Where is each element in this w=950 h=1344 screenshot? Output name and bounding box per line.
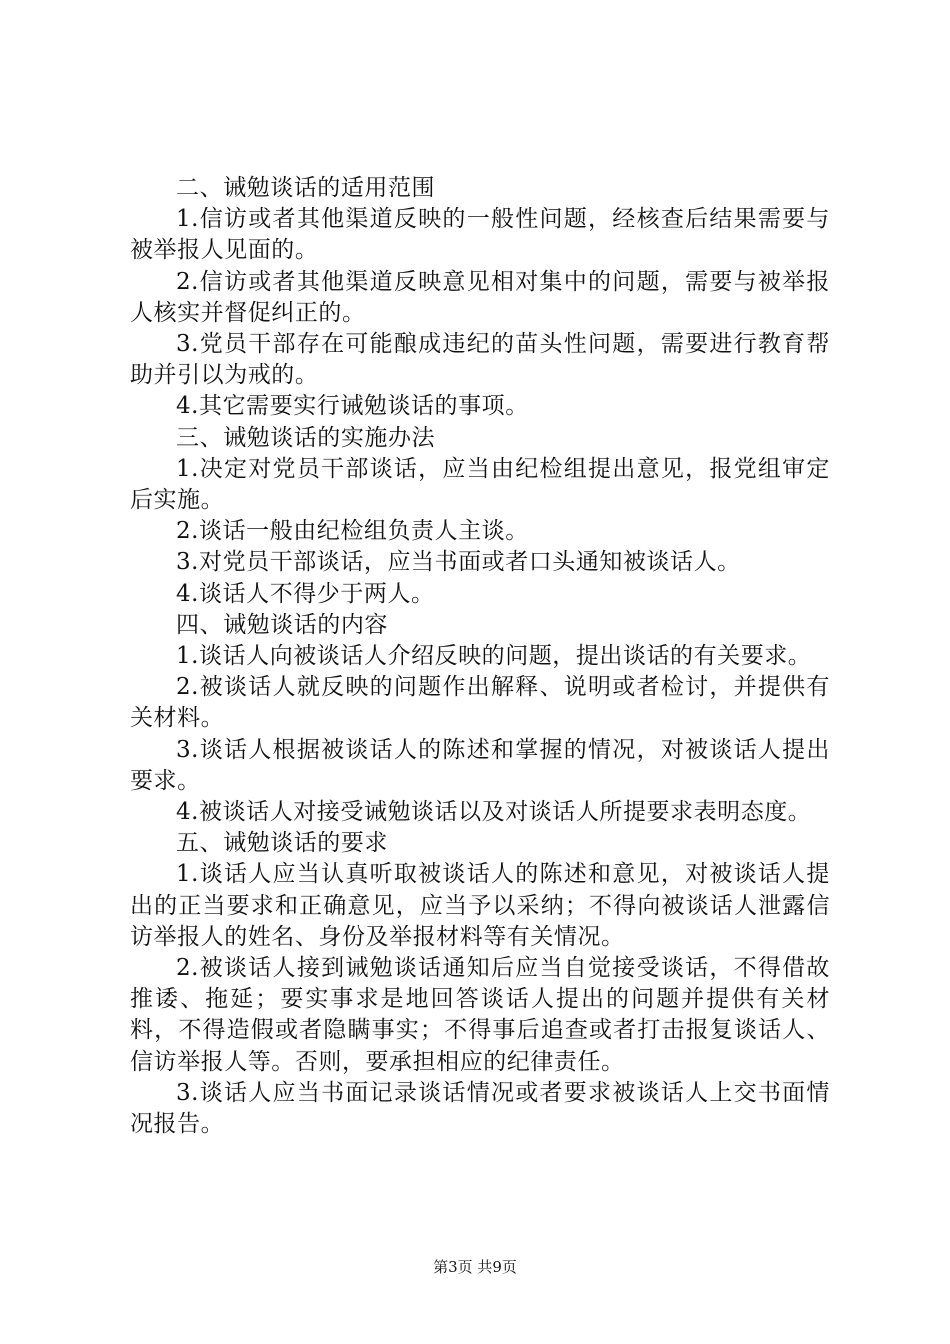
list-item: 1.信访或者其他渠道反映的一般性问题，经核查后结果需要与被举报人见面的。 bbox=[130, 206, 830, 264]
list-item: 4.其它需要实行诫勉谈话的事项。 bbox=[176, 393, 529, 420]
list-item: 2.被谈话人接到诫勉谈话通知后应当自觉接受谈话，不得借故推诿、拖延；要实事求是地回答谈话人提出的问题并提供有关材料，不得造假或者隐瞒事实；不得事后追查或者打击报复谈话人、信访举报人等。否则，要承担相应的纪律责任。 bbox=[130, 955, 830, 1075]
list-item: 3.对党员干部谈话，应当书面或者口头通知被谈话人。 bbox=[176, 549, 741, 576]
list-item: 1.决定对党员干部谈话，应当由纪检组提出意见，报党组审定后实施。 bbox=[130, 455, 830, 514]
list-item: 2.谈话一般由纪检组负责人主谈。 bbox=[176, 518, 529, 545]
list-item: 2.信访或者其他渠道反映意见相对集中的问题，需要与被举报人核实并督促纠正的。 bbox=[130, 268, 830, 326]
section-heading: 四、诫勉谈话的内容 bbox=[176, 611, 388, 638]
list-item: 1.谈话人向被谈话人介绍反映的问题，提出谈话的有关要求。 bbox=[176, 643, 812, 670]
page-number-footer: 第3页 共9页 bbox=[433, 1258, 517, 1276]
list-item: 4.被谈话人对接受诫勉谈话以及对谈话人所提要求表明态度。 bbox=[176, 799, 812, 826]
document-body bbox=[130, 173, 830, 1140]
list-item: 3.党员干部存在可能酿成违纪的苗头性问题，需要进行教育帮助并引以为戒的。 bbox=[130, 331, 830, 389]
section-heading: 二、诫勉谈话的适用范围 bbox=[176, 175, 436, 201]
section-heading: 三、诫勉谈话的实施办法 bbox=[176, 424, 436, 451]
section-heading: 五、诫勉谈话的要求 bbox=[176, 830, 388, 857]
list-item: 2.被谈话人就反映的问题作出解释、说明或者检讨，并提供有关材料。 bbox=[130, 674, 830, 732]
list-item: 3.谈话人根据被谈话人的陈述和掌握的情况，对被谈话人提出要求。 bbox=[130, 736, 830, 794]
list-item: 1.谈话人应当认真听取被谈话人的陈述和意见，对被谈话人提出的正当要求和正确意见，应当予以采纳；不得向被谈话人泄露信访举报人的姓名、身份及举报材料等有关情况。 bbox=[130, 861, 830, 950]
list-item: 3.谈话人应当书面记录谈话情况或者要求被谈话人上交书面情况报告。 bbox=[130, 1079, 830, 1138]
list-item: 4.谈话人不得少于两人。 bbox=[176, 580, 435, 607]
